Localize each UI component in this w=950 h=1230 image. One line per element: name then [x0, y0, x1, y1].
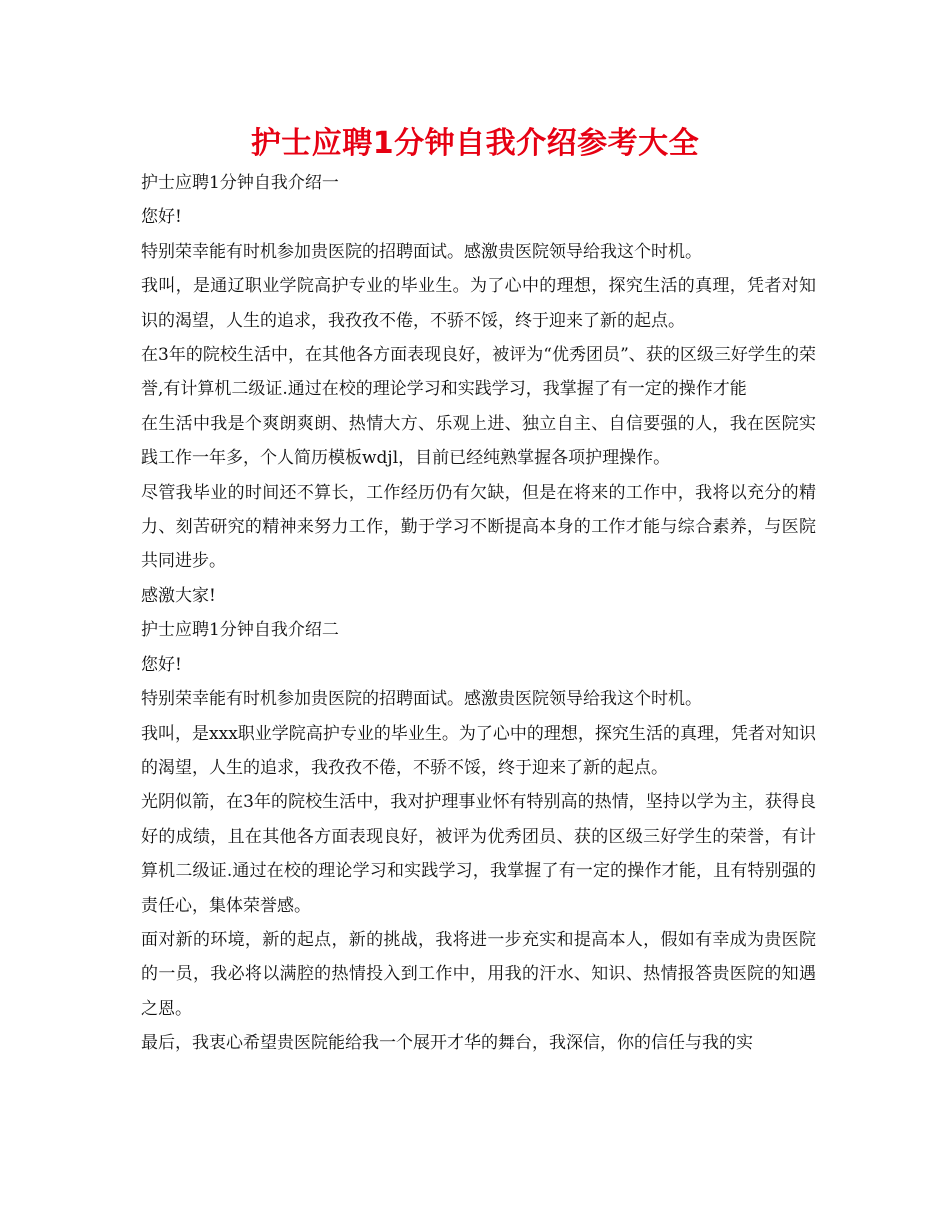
- paragraph: 护士应聘1分钟自我介绍二: [141, 620, 339, 641]
- paragraph: 我叫，是xxx职业学院高护专业的毕业生。为了心中的理想，探究生活的真理，凭者对知识的渴望，人生的追求，我孜孜不倦，不骄不馁，终于迎来了新的起点。: [141, 723, 816, 778]
- paragraph: 面对新的环境，新的起点，新的挑战，我将进一步充实和提高本人，假如有幸成为贵医院的一员，我必将以满腔的热情投入到工作中，用我的汗水、知识、热情报答贵医院的知遇之恩。: [141, 929, 816, 1019]
- paragraph: 我叫，是通辽职业学院高护专业的毕业生。为了心中的理想，探究生活的真理，凭者对知识的渴望，人生的追求，我孜孜不倦，不骄不馁，终于迎来了新的起点。: [141, 276, 816, 331]
- paragraph: 在3年的院校生活中，在其他各方面表现良好，被评为“优秀团员”、获的区级三好学生的荣誉,有计算机二级证.通过在校的理论学习和实践学习，我掌握了有一定的操作才能: [141, 345, 816, 400]
- paragraph: 在生活中我是个爽朗爽朗、热情大方、乐观上进、独立自主、自信要强的人，我在医院实践工作一年多，个人简历模板wdjl，目前已经纯熟掌握各项护理操作。: [141, 413, 816, 469]
- paragraph: 特别荣幸能有时机参加贵医院的招聘面试。感激贵医院领导给我这个时机。: [141, 689, 702, 710]
- paragraph: 特别荣幸能有时机参加贵医院的招聘面试。感激贵医院领导给我这个时机。: [141, 241, 702, 262]
- paragraph: 最后，我衷心希望贵医院能给我一个展开才华的舞台，我深信，你的信任与我的实: [141, 1033, 753, 1054]
- paragraph: 光阴似箭，在3年的院校生活中，我对护理事业怀有特别高的热情，坚持以学为主，获得良好的成绩，且在其他各方面表现良好，被评为优秀团员、获的区级三好学生的荣誉，有计算机二级证.通过在校的理论学习和实践学习，我掌握了有一定的操作才能，且有特别强的责任心，集体荣誉感。: [141, 792, 816, 916]
- paragraph: 您好!: [141, 207, 182, 228]
- paragraph: 尽管我毕业的时间还不算长，工作经历仍有欠缺，但是在将来的工作中，我将以充分的精力、刻苦研究的精神来努力工作，勤于学习不断提高本身的工作才能与综合素养，与医院共同进步。: [141, 482, 816, 572]
- paragraph: 您好!: [141, 654, 182, 675]
- paragraph: 护士应聘1分钟自我介绍一: [141, 173, 339, 193]
- document-body: [141, 166, 816, 1061]
- paragraph: 感激大家!: [141, 585, 216, 606]
- document-title: 护士应聘1分钟自我介绍参考大全: [250, 126, 700, 161]
